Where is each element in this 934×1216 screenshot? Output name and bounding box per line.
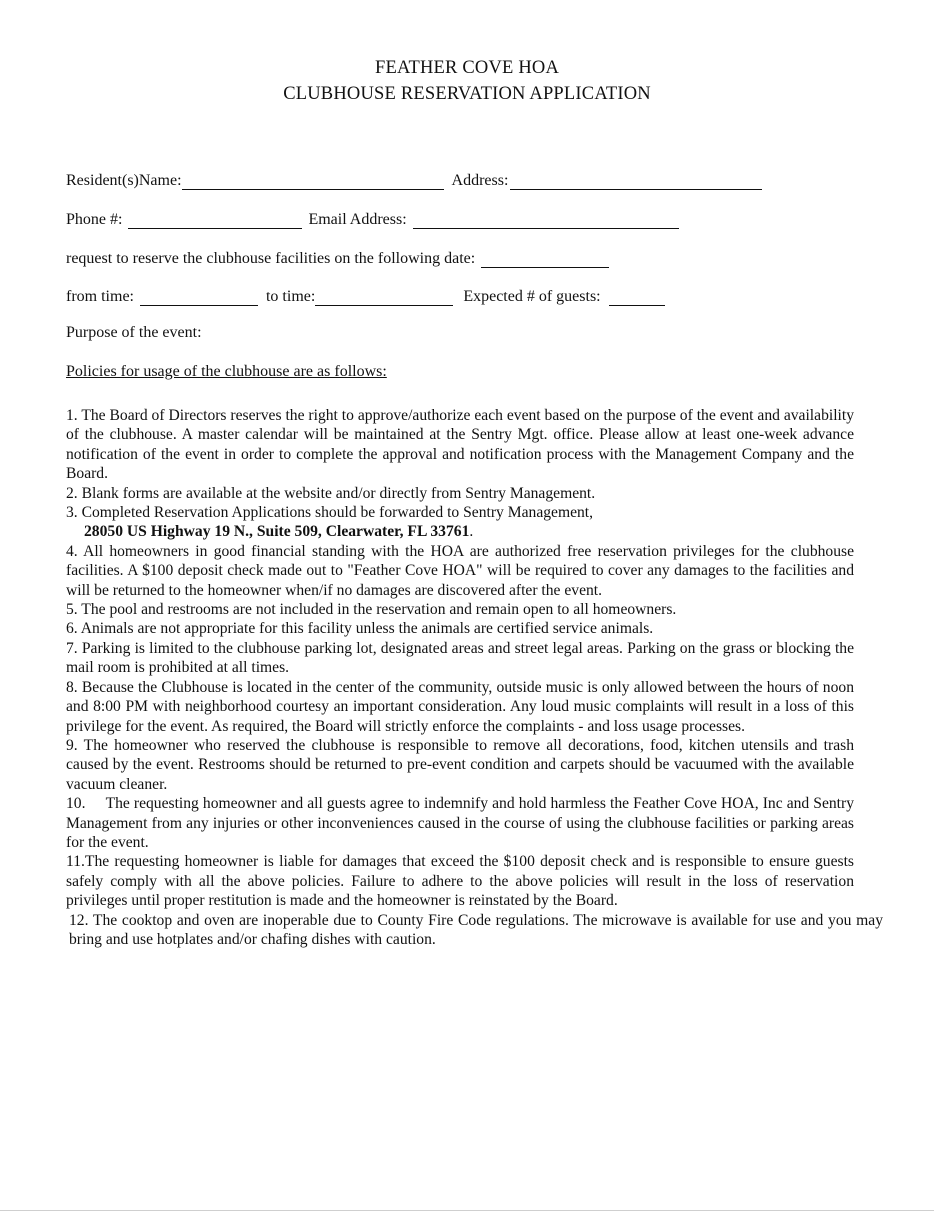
to-time-label: to time: xyxy=(265,288,316,305)
policy-item-12: 12. The cooktop and oven are inoperable due to County Fire Code regulations. The microwave is available for use and you may bring and use hotplates and/or chafing dishes with caution. xyxy=(69,911,883,948)
name-field[interactable] xyxy=(182,175,444,190)
phone-email-row xyxy=(66,211,679,229)
policy-item-9: 9. The homeowner who reserved the clubhouse is responsible to remove all decorations, food, kitchen utensils and trash caused by the event. Restrooms should be returned to pre-event condition and carpets should be vacuumed with the available vacuum cleaner. xyxy=(66,736,854,793)
policy-item-3-address: 28050 US Highway 19 N., Suite 509, Clearwater, FL 33761. xyxy=(84,523,474,541)
policy-item-5: 5. The pool and restrooms are not included in the reservation and remain open to all homeowners. xyxy=(66,601,677,619)
policy-item-3: 3. Completed Reservation Applications should be forwarded to Sentry Management, xyxy=(66,504,594,522)
from-time-field[interactable] xyxy=(140,291,258,306)
time-guests-row xyxy=(66,288,665,306)
purpose-label: Purpose of the event: xyxy=(66,324,202,341)
phone-field[interactable] xyxy=(128,214,302,229)
from-time-label: from time: xyxy=(66,288,134,305)
email-field[interactable] xyxy=(413,214,679,229)
address-label: Address: xyxy=(451,172,509,189)
policy-item-7: 7. Parking is limited to the clubhouse parking lot, designated areas and street legal areas. Parking on the grass or blocking the mail room is prohibited at all times. xyxy=(66,639,854,677)
guests-label: Expected # of guests: xyxy=(463,288,601,305)
sentry-address: 28050 US Highway 19 N., Suite 509, Clearwater, FL 33761 xyxy=(84,523,470,541)
policy-item-6: 6. Animals are not appropriate for this facility unless the animals are certified service animals. xyxy=(66,620,654,638)
name-label: Resident(s)Name: xyxy=(66,172,182,189)
form-title: CLUBHOUSE RESERVATION APPLICATION xyxy=(283,84,651,104)
date-request-row xyxy=(66,250,609,268)
guests-field[interactable] xyxy=(609,291,665,306)
purpose-row xyxy=(66,324,202,342)
policy-item-11: 11.The requesting homeowner is liable for damages that exceed the $100 deposit check and is responsible to ensure guests safely comply with all the above policies. Failure to adhere to the above policies will result in the loss of reservation privileges until proper restitution is made and the homeowner is reinstated by the Board. xyxy=(66,853,854,910)
policies-heading: Policies for usage of the clubhouse are as follows: xyxy=(66,363,387,380)
name-address-row xyxy=(66,172,762,190)
org-title: FEATHER COVE HOA xyxy=(374,58,560,78)
address-field[interactable] xyxy=(510,175,762,190)
page-bottom-divider xyxy=(0,1210,934,1211)
policy-item-1: 1. The Board of Directors reserves the right to approve/authorize each event based on the purpose of the event and availability of the clubhouse. A master calendar will be maintained at the Sentry Mgt. office. Please allow at least one-week advance notification of the event in order to complete the approval and notification process with the Management Company and the Board. xyxy=(66,407,854,483)
policy-item-4: 4. All homeowners in good financial standing with the HOA are authorized free reservation privileges for the clubhouse facilities. A $100 deposit check made out to "Feather Cove HOA" will be required to cover any damages to the facilities and will be returned to the homeowner when/if no damages are discovered after the event. xyxy=(66,542,854,599)
phone-label: Phone #: xyxy=(66,211,123,228)
request-label: request to reserve the clubhouse facilities on the following date: xyxy=(66,250,476,267)
date-field[interactable] xyxy=(481,253,609,268)
policy-item-8: 8. Because the Clubhouse is located in the center of the community, outside music is only allowed between the hours of noon and 8:00 PM with neighborhood courtesy an important consideration. Any loud music complaints will result in a loss of this privilege for the event. As required, the Board will strictly enforce the complaints - and loss usage processes. xyxy=(66,678,854,735)
policy-item-2: 2. Blank forms are available at the website and/or directly from Sentry Management. xyxy=(66,484,596,502)
policy-item-10: 10. The requesting homeowner and all guests agree to indemnify and hold harmless the Feather Cove HOA, Inc and Sentry Management from any injuries or other inconveniences caused in the course of using the clubhouse facilities or parking areas for the event. xyxy=(66,795,858,851)
email-label: Email Address: xyxy=(308,211,407,228)
to-time-field[interactable] xyxy=(315,291,453,306)
policies-list xyxy=(66,406,883,949)
